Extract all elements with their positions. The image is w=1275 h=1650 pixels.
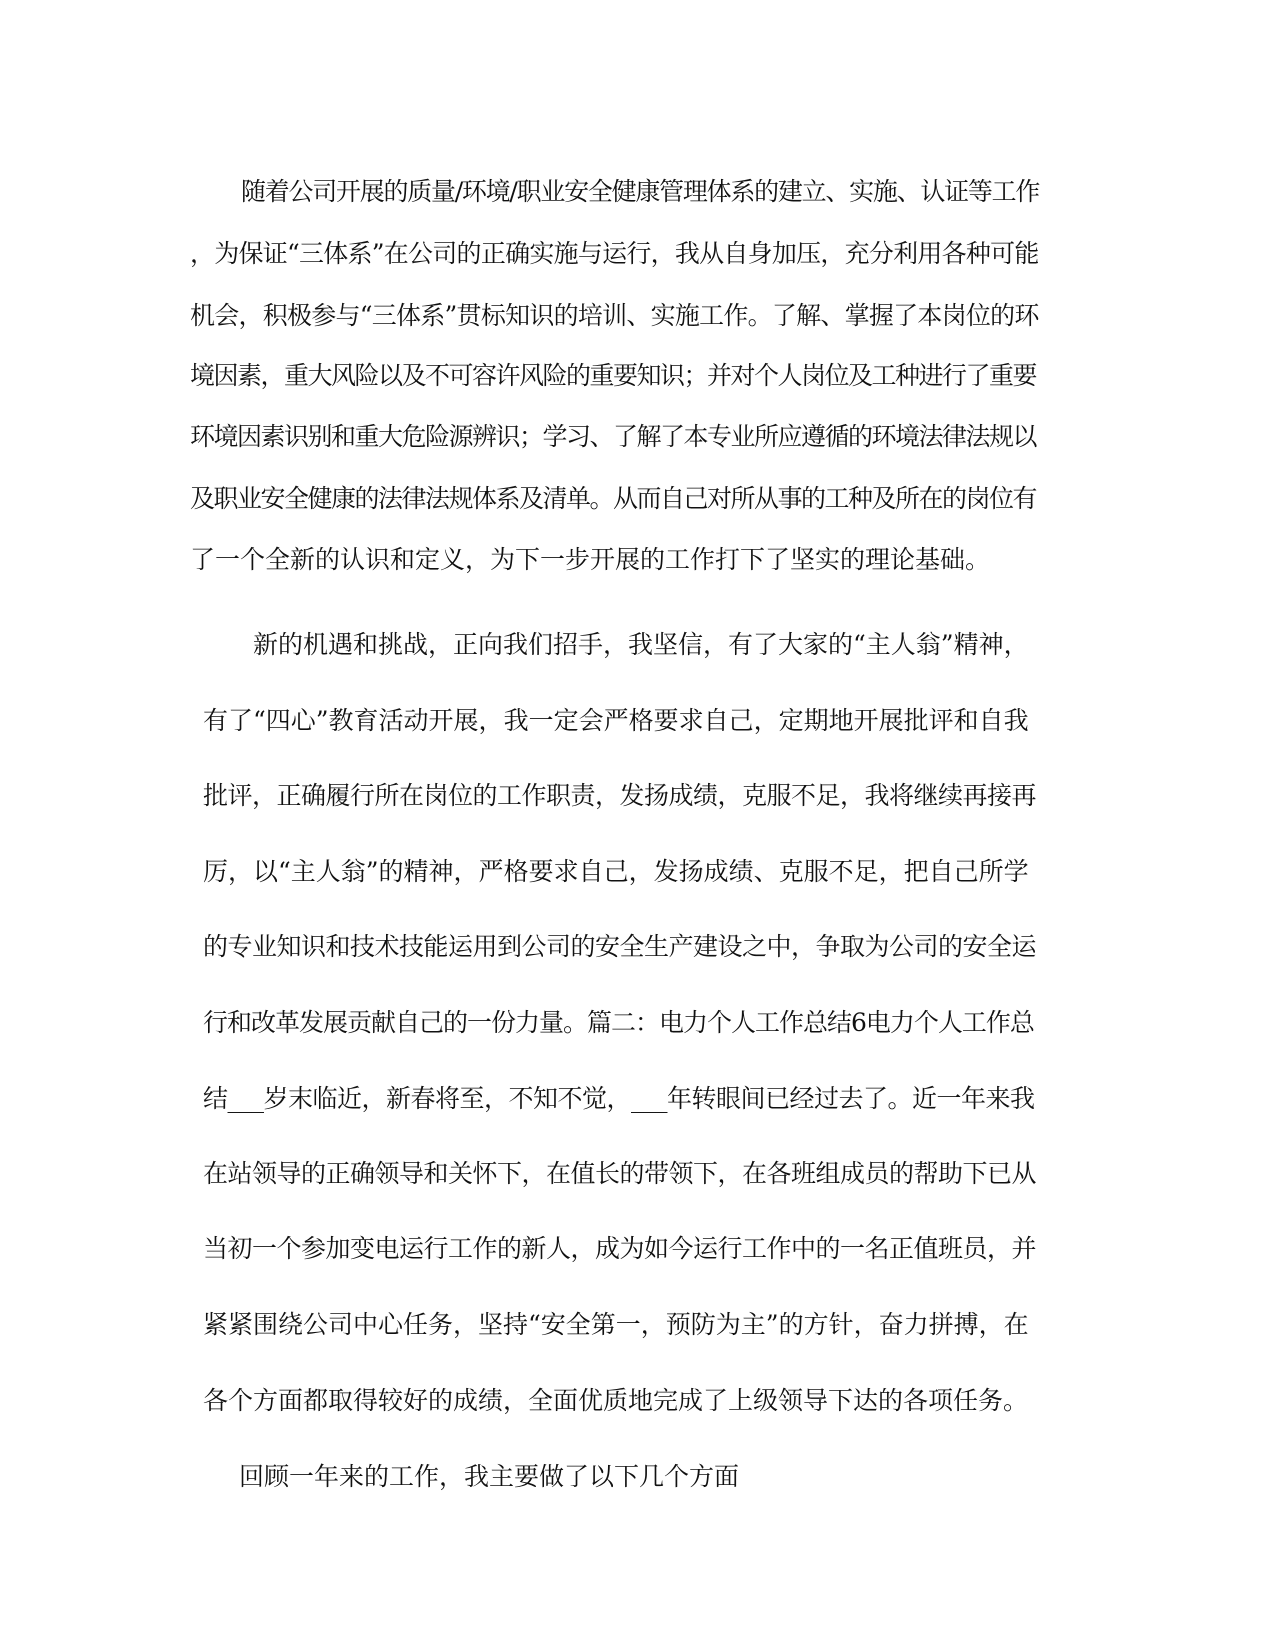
text-line: 有了“四心”教育活动开展，我一定会严格要求自己，定期地开展批评和自我	[203, 706, 1029, 735]
text-line: 各个方面都取得较好的成绩，全面优质地完成了上级领导下达的各项任务。	[203, 1386, 1029, 1415]
text-line: 紧紧围绕公司中心任务，坚持“安全第一，预防为主”的方针，奋力拼搏，在	[203, 1310, 1029, 1339]
text-line: 行和改革发展贡献自己的一份力量。篇二：电力个人工作总结6电力个人工作总	[203, 1008, 1034, 1037]
text-line: 新的机遇和挑战，正向我们招手，我坚信，有了大家的“主人翁”精神，	[253, 630, 1029, 659]
text-line: 的专业知识和技术技能运用到公司的安全生产建设之中，争取为公司的安全运	[203, 932, 1037, 961]
text-line: 环境因素识别和重大危险源辨识；学习、了解了本专业所应遵循的环境法律法规以	[190, 422, 1037, 451]
text-line: 及职业安全健康的法律法规体系及清单。从而自己对所从事的工种及所在的岗位有	[190, 484, 1037, 513]
text-line: 厉，以“主人翁”的精神，严格要求自己，发扬成绩、克服不足，把自己所学	[203, 857, 1029, 886]
text-line: 境因素，重大风险以及不可容许风险的重要知识；并对个人岗位及工种进行了重要	[190, 361, 1037, 390]
text-line: 批评，正确履行所在岗位的工作职责，发扬成绩，克服不足，我将继续再接再	[203, 781, 1037, 810]
text-line: 随着公司开展的质量/环境/职业安全健康管理体系的建立、实施、认证等工作	[241, 177, 1040, 206]
text-line: 回顾一年来的工作，我主要做了以下几个方面	[239, 1462, 740, 1491]
text-line: 机会，积极参与“三体系”贯标知识的培训、实施工作。了解、掌握了本岗位的环	[190, 301, 1039, 330]
text-line: 结___岁末临近，新春将至，不知不觉，___年转眼间已经过去了。近一年来我	[203, 1084, 1035, 1113]
text-line: 了一个全新的认识和定义，为下一步开展的工作打下了坚实的理论基础。	[190, 545, 991, 574]
text-line: 当初一个参加变电运行工作的新人，成为如今运行工作中的一名正值班员，并	[203, 1234, 1037, 1263]
text-line: 在站领导的正确领导和关怀下，在值长的带领下，在各班组成员的帮助下已从	[203, 1159, 1037, 1188]
text-line: ，为保证“三体系”在公司的正确实施与运行，我从自身加压，充分利用各种可能	[190, 239, 1039, 268]
